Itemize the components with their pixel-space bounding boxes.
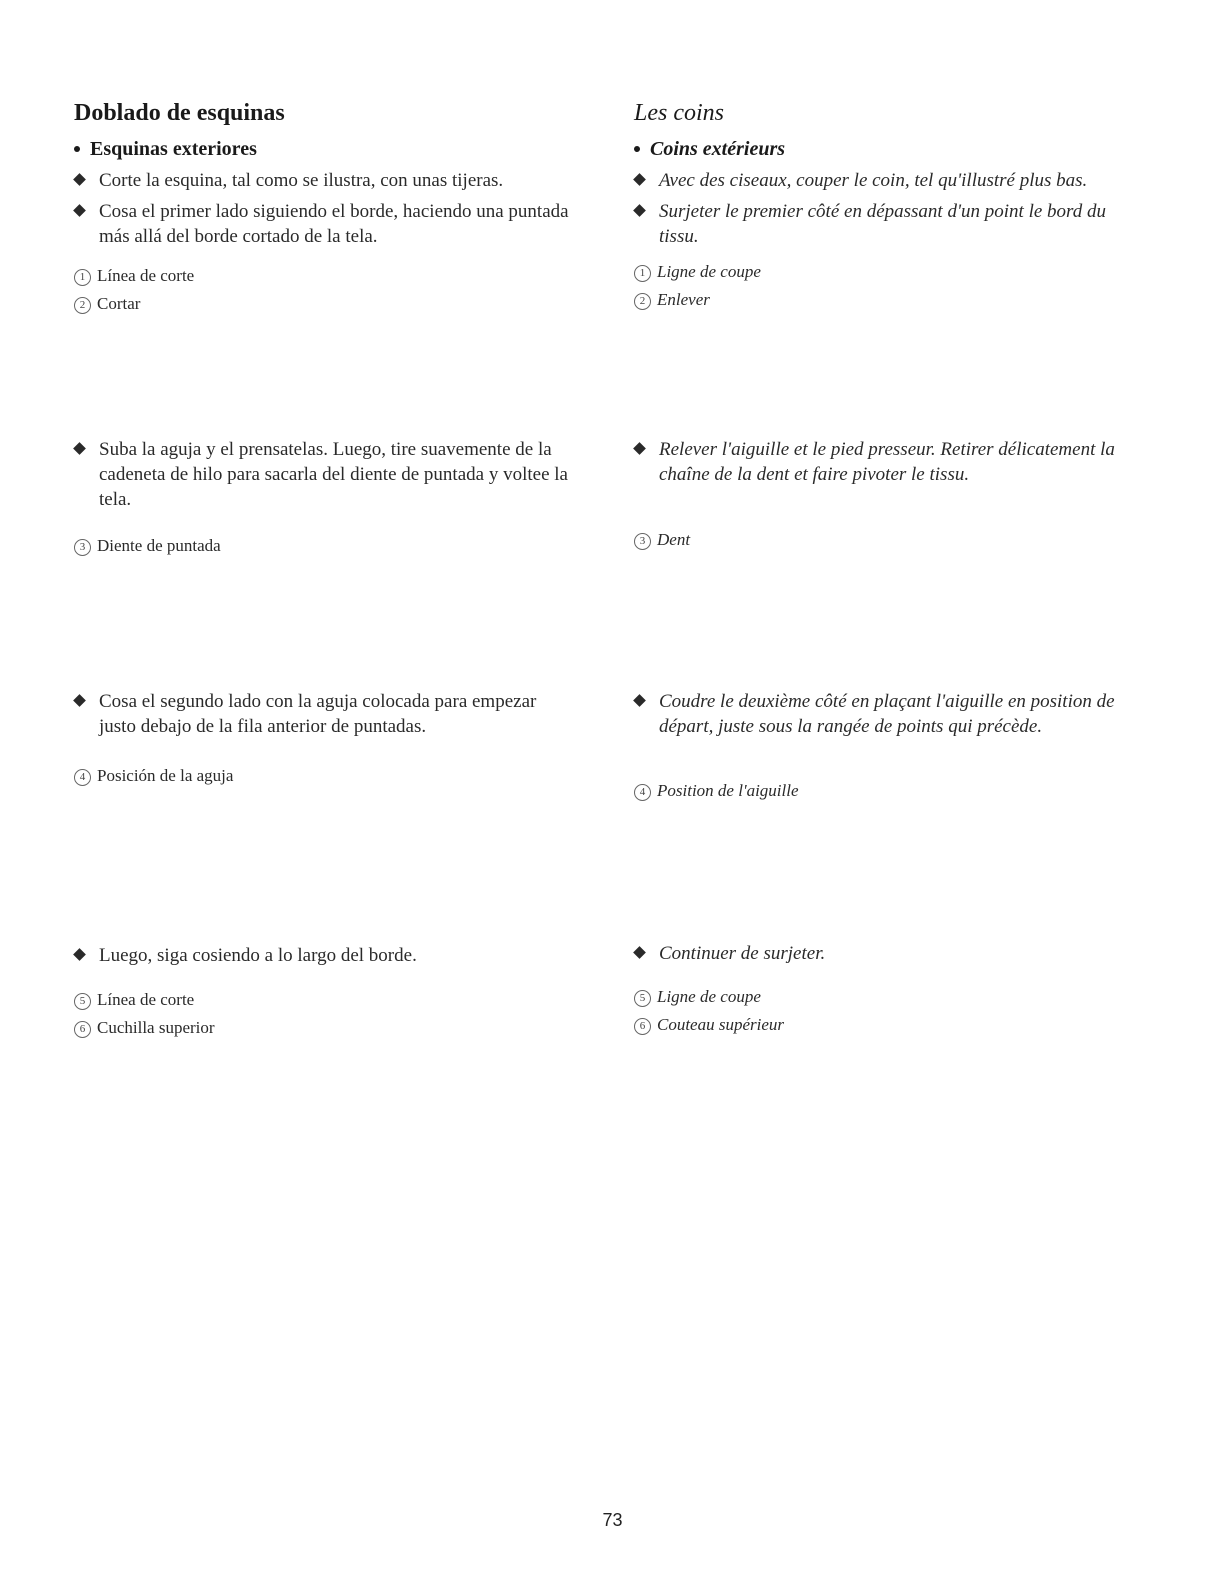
instruction-text: Relever l'aiguille et le pied presseur. Retirer délicatement la chaîne de la dent et faire pivoter le tissu.: [659, 439, 1115, 485]
legend-text: Línea de corte: [97, 266, 195, 285]
circled-number-icon: 2: [634, 293, 651, 310]
legend-item: [634, 986, 761, 1008]
subsection-heading-text: Coins extérieurs: [650, 138, 786, 160]
circled-number-icon: 6: [74, 1021, 91, 1038]
legend-text: Cuchilla superior: [97, 1018, 215, 1037]
legend-item: [634, 529, 690, 551]
legend-text: Cortar: [97, 294, 141, 313]
legend-text: Enlever: [657, 290, 710, 309]
legend-item: [634, 780, 799, 802]
legend-item: [74, 265, 194, 287]
instruction-step: [74, 437, 574, 512]
french-column: [634, 0, 1154, 1585]
subsection-heading: [74, 138, 257, 161]
circled-number-icon: 5: [634, 990, 651, 1007]
diamond-bullet-icon: [633, 442, 646, 455]
instruction-text: Corte la esquina, tal como se ilustra, con unas tijeras.: [99, 170, 504, 191]
subsection-heading-text: Esquinas exteriores: [90, 138, 257, 160]
diamond-bullet-icon: [73, 204, 86, 217]
instruction-text: Cosa el primer lado siguiendo el borde, haciendo una puntada más allá del borde cortado de la tela.: [99, 201, 569, 247]
page-number: 73: [602, 1510, 623, 1530]
legend-item: [634, 261, 761, 283]
instruction-text: Surjeter le premier côté en dépassant d'un point le bord du tissu.: [659, 201, 1106, 247]
instruction-text: Continuer de surjeter.: [659, 943, 826, 964]
circled-number-icon: 2: [74, 297, 91, 314]
instruction-step: [74, 689, 574, 739]
legend-text: Position de l'aiguille: [657, 781, 799, 800]
legend-text: Dent: [657, 530, 691, 549]
legend-text: Línea de corte: [97, 990, 195, 1009]
bullet-dot-icon: [74, 146, 80, 152]
circled-number-icon: 6: [634, 1018, 651, 1035]
legend-text: Posición de la aguja: [97, 766, 234, 785]
diamond-bullet-icon: [633, 173, 646, 186]
legend-text: Ligne de coupe: [657, 262, 761, 281]
circled-number-icon: 4: [634, 784, 651, 801]
circled-number-icon: 5: [74, 993, 91, 1010]
instruction-step: [74, 943, 574, 968]
legend-item: [634, 289, 710, 311]
instruction-step: [74, 199, 574, 249]
circled-number-icon: 4: [74, 769, 91, 786]
legend-item: [74, 293, 140, 315]
subsection-heading: [634, 138, 785, 161]
instruction-step: [634, 689, 1134, 739]
instruction-step: [634, 941, 1134, 966]
instruction-step: [634, 437, 1134, 487]
diamond-bullet-icon: [633, 946, 646, 959]
diamond-bullet-icon: [73, 694, 86, 707]
diamond-bullet-icon: [633, 694, 646, 707]
circled-number-icon: 1: [634, 265, 651, 282]
legend-text: Ligne de coupe: [657, 987, 761, 1006]
instruction-text: Coudre le deuxième côté en plaçant l'aiguille en position de départ, juste sous la rangée de points qui précède.: [659, 691, 1115, 737]
diamond-bullet-icon: [73, 442, 86, 455]
legend-text: Couteau supérieur: [657, 1015, 785, 1034]
instruction-text: Luego, siga cosiendo a lo largo del borde.: [99, 945, 417, 966]
instruction-step: [74, 168, 574, 193]
bullet-dot-icon: [634, 146, 640, 152]
section-heading: Les coins: [634, 100, 724, 126]
section-heading: Doblado de esquinas: [74, 100, 285, 126]
legend-item: [74, 765, 233, 787]
instruction-step: [634, 168, 1134, 193]
instruction-text: Avec des ciseaux, couper le coin, tel qu'illustré plus bas.: [659, 170, 1088, 191]
circled-number-icon: 1: [74, 269, 91, 286]
legend-text: Diente de puntada: [97, 536, 221, 555]
legend-item: [74, 1017, 215, 1039]
spanish-column: [74, 0, 594, 1585]
instruction-step: [634, 199, 1134, 249]
circled-number-icon: 3: [634, 533, 651, 550]
legend-item: [74, 989, 194, 1011]
diamond-bullet-icon: [73, 173, 86, 186]
instruction-text: Suba la aguja y el prensatelas. Luego, tire suavemente de la cadeneta de hilo para sacarla del diente de puntada y voltee la tela.: [99, 439, 568, 510]
diamond-bullet-icon: [73, 948, 86, 961]
diamond-bullet-icon: [633, 204, 646, 217]
circled-number-icon: 3: [74, 539, 91, 556]
legend-item: [634, 1014, 784, 1036]
legend-item: [74, 535, 221, 557]
instruction-text: Cosa el segundo lado con la aguja colocada para empezar justo debajo de la fila anterior de puntadas.: [99, 691, 537, 737]
